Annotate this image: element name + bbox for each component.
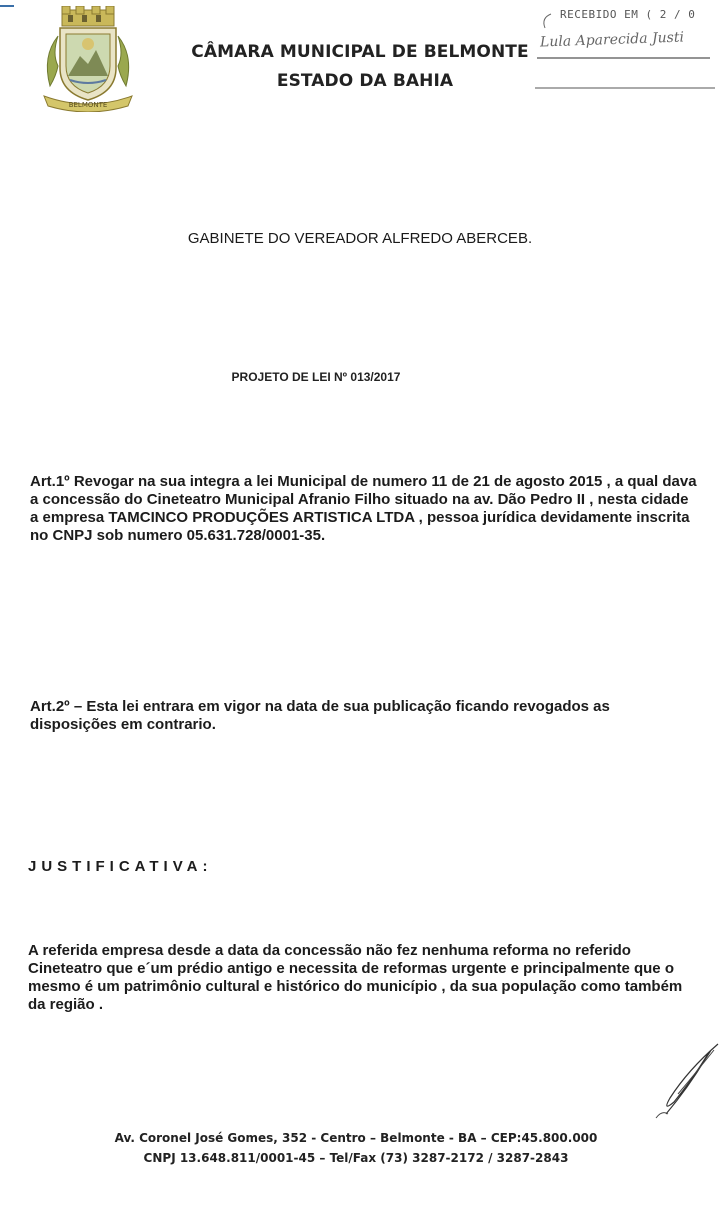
page-header	[150, 38, 570, 96]
footer	[0, 1128, 712, 1168]
footer-contact: CNPJ 13.648.811/0001-45 – Tel/Fax (73) 3287-2172 / 3287-2843	[143, 1151, 569, 1165]
handwritten-note: Lula Aparecida Justi	[539, 29, 685, 51]
footer-address: Av. Coronel José Gomes, 352 - Centro – Belmonte - BA – CEP:45.800.000	[114, 1131, 598, 1145]
article-2-text: – Esta lei entrara em vigor na data de sua publicação ficando revogados as disposições em contrario.	[30, 698, 610, 733]
crest-banner-text: BELMONTE	[68, 101, 108, 109]
article-1-label: Art.1º	[30, 473, 70, 490]
cabinet-heading: GABINETE DO VEREADOR ALFREDO ABERCEB.	[187, 230, 533, 247]
article-1	[30, 473, 700, 545]
signature-icon	[648, 1040, 720, 1120]
coat-of-arms-icon	[40, 6, 136, 112]
justification-title: JUSTIFICATIVA:	[28, 858, 213, 875]
header-line-1: CÂMARA MUNICIPAL DE BELMONTE	[191, 42, 529, 62]
project-title: PROJETO DE LEI Nº 013/2017	[231, 370, 401, 384]
header-line-2: ESTADO DA BAHIA	[276, 71, 454, 91]
article-1-text: Revogar na sua integra a lei Municipal de numero 11 de 21 de agosto 2015 , a qual dava a concessão do Cineteatro Municipal Afranio Filho situado na av. Dão Pedro II , nesta cidade a empresa TAMCINCO PRODUÇÕES ARTISTICA LTDA , pessoa jurídica devidamente inscrita no CNPJ sob numero 05.631.728/0001-35.	[30, 473, 697, 544]
article-2	[30, 698, 700, 734]
article-2-label: Art.2º	[30, 698, 70, 715]
received-stamp-text: RECEBIDO EM ( 2 / 0	[560, 8, 696, 21]
justification-text: A referida empresa desde a data da concessão não fez nenhuma reforma no referido Cineteatro que e´um prédio antigo e necessita de reformas urgente e principalmente que o mesmo é um patrimônio cultural e histórico do município , da sua população como também da região .	[28, 942, 683, 1013]
corner-mark	[0, 5, 14, 7]
